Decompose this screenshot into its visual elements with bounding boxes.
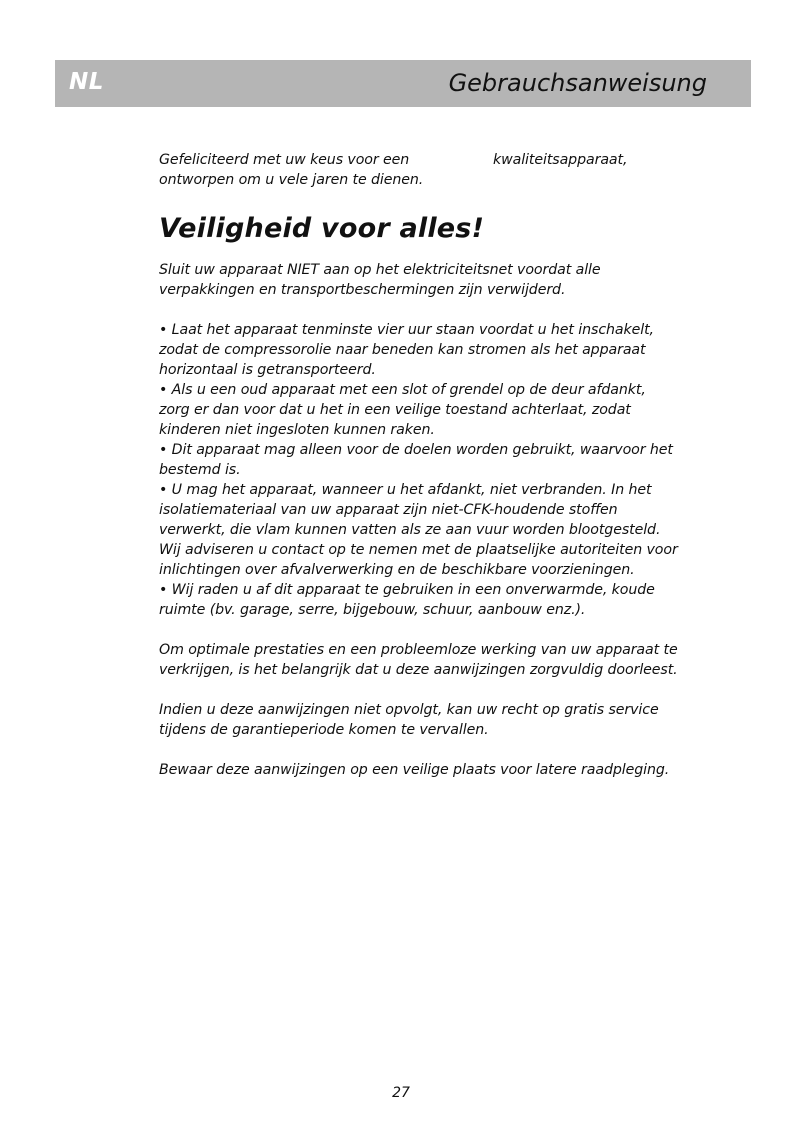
- intro-block: [159, 150, 679, 192]
- page-number: 27: [392, 1085, 410, 1101]
- bullet-item: • U mag het apparaat, wanneer u het afdankt, niet verbranden. In het isolatiemateriaal van uw apparaat zijn niet-CFK-houdende stoffen verwerkt, die vlam kunnen vatten als ze aan vuur worden blootgesteld. Wij adviseren u contact op te nemen met de plaatselijke autoriteiten voor inlichtingen over afvalverwerking en de beschikbare voorzieningen.: [159, 482, 678, 578]
- bullet-item: • Laat het apparaat tenminste vier uur staan voordat u het inschakelt, zodat de compressorolie naar beneden kan stromen als het apparaat horizontaal is getransporteerd.: [159, 322, 654, 378]
- spacer: [159, 300, 679, 320]
- bullet-item: • Dit apparaat mag alleen voor de doelen worden gebruikt, waarvoor het bestemd is.: [159, 442, 673, 478]
- intro-text-right: kwaliteitsapparaat,: [493, 152, 628, 168]
- spacer: [159, 680, 679, 700]
- bullet-item: • Als u een oud apparaat met een slot of grendel op de deur afdankt, zorg er dan voor dat u het in een veilige toestand achterlaat, zodat kinderen niet ingesloten kunnen raken.: [159, 382, 646, 438]
- bullet-item: • Wij raden u af dit apparaat te gebruiken in een onverwarmde, koude ruimte (bv. garage, serre, bijgebouw, schuur, aanbouw enz.).: [159, 582, 655, 618]
- document-title: Gebrauchsanweisung: [448, 69, 707, 97]
- language-code: NL: [69, 69, 104, 95]
- page-content: [159, 150, 679, 780]
- spacer: [159, 620, 679, 640]
- warning-paragraph: Sluit uw apparaat NIET aan op het elektriciteitsnet voordat alle verpakkingen en transportbeschermingen zijn verwijderd.: [159, 262, 601, 298]
- body-paragraph: Indien u deze aanwijzingen niet opvolgt, kan uw recht op gratis service tijdens de garantieperiode komen te vervallen.: [159, 702, 659, 738]
- header-bar: [55, 60, 751, 107]
- section-heading: Veiligheid voor alles!: [159, 213, 485, 244]
- body-paragraph: Bewaar deze aanwijzingen op een veilige plaats voor latere raadpleging.: [159, 762, 670, 778]
- body-paragraph: Om optimale prestaties en een probleemloze werking van uw apparaat te verkrijgen, is het belangrijk dat u deze aanwijzingen zorgvuldig doorleest.: [159, 642, 678, 678]
- spacer: [159, 740, 679, 760]
- intro-text: Gefeliciteerd met uw keus voor een ontworpen om u vele jaren te dienen.: [159, 152, 424, 188]
